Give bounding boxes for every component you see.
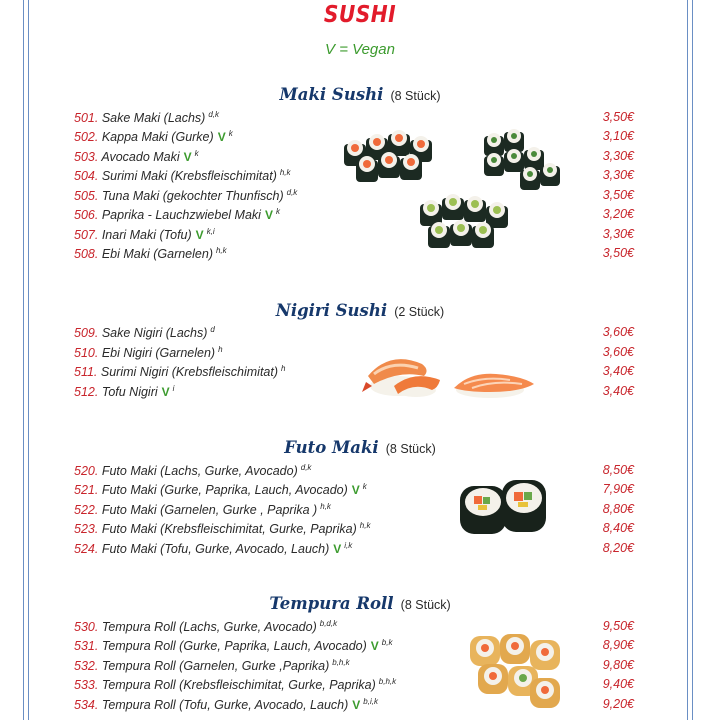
allergen-codes: h,k — [359, 521, 371, 530]
allergen-codes: k — [275, 207, 280, 216]
section-header-tempura — [0, 594, 720, 613]
item-price: 3,40€ — [602, 364, 634, 378]
item-number: 504. — [74, 169, 99, 184]
section-header-futo — [0, 438, 720, 457]
item-number: 505. — [74, 189, 99, 204]
menu-item-futo — [74, 541, 634, 560]
item-price: 9,50€ — [602, 619, 634, 633]
item-number: 511. — [74, 365, 98, 380]
item-price: 3,50€ — [602, 110, 634, 124]
maki-avocado-image — [414, 192, 516, 262]
item-name: Tofu Nigiri — [101, 385, 158, 400]
item-price: 8,20€ — [602, 541, 634, 555]
menu-item-nigiri — [74, 345, 634, 364]
vegan-legend: V = Vegan — [325, 41, 395, 58]
allergen-codes: d,k — [300, 463, 312, 472]
item-name: Tempura Roll (Tofu, Gurke, Avocado, Lauch) — [101, 698, 349, 713]
item-name: Paprika - Lauchzwiebel Maki — [101, 208, 261, 223]
item-price: 3,50€ — [602, 188, 634, 202]
item-price: 3,50€ — [602, 246, 634, 260]
item-name: Futo Maki (Krebsfleischimitat, Gurke, Paprika) — [101, 522, 357, 537]
item-name: Futo Maki (Tofu, Gurke, Avocado, Lauch) — [101, 542, 330, 557]
allergen-codes: b,d,k — [319, 619, 338, 628]
item-price: 9,20€ — [602, 697, 634, 711]
menu-item-futo — [74, 502, 634, 521]
menu-item-nigiri — [74, 364, 634, 383]
allergen-codes: h,k — [279, 168, 291, 177]
menu-item-maki — [74, 246, 634, 265]
allergen-codes: k — [228, 129, 233, 138]
allergen-codes: h,k — [215, 246, 227, 255]
item-name: Tempura Roll (Garnelen, Gurke ,Paprika) — [101, 659, 330, 674]
allergen-codes: k — [362, 482, 367, 491]
item-price: 9,40€ — [602, 677, 634, 691]
allergen-codes: b,k — [381, 638, 393, 647]
item-number: 520. — [74, 464, 99, 479]
allergen-codes: h,k — [320, 502, 331, 511]
section-header-maki — [0, 85, 720, 104]
item-number: 503. — [74, 150, 99, 165]
item-name: Ebi Nigiri (Garnelen) — [101, 346, 216, 361]
item-price: 3,30€ — [602, 149, 634, 163]
vegan-marker: V — [351, 483, 360, 498]
allergen-codes: b,h,k — [332, 658, 350, 667]
item-price: 3,40€ — [602, 384, 634, 398]
item-number: 524. — [74, 542, 99, 557]
allergen-codes: k,i — [206, 227, 215, 236]
section-title: Futo Maki — [284, 438, 379, 457]
menu-title: SUSHI — [323, 2, 397, 28]
section-piece-count: (8 Stück) — [400, 598, 451, 612]
item-number: 534. — [74, 698, 99, 713]
item-name: Tempura Roll (Lachs, Gurke, Avocado) — [101, 620, 317, 635]
allergen-codes: i,k — [344, 541, 353, 550]
item-number: 510. — [74, 346, 99, 361]
item-price: 3,30€ — [602, 168, 634, 182]
nigiri-shrimp-image — [360, 340, 444, 404]
nigiri-salmon-image — [450, 358, 538, 402]
item-name: Surimi Maki (Krebsfleischimitat) — [101, 169, 277, 184]
item-number: 530. — [74, 620, 99, 635]
item-price: 7,90€ — [602, 482, 634, 496]
allergen-codes: d — [210, 325, 215, 334]
vegan-marker: V — [352, 698, 361, 713]
vegan-marker: V — [333, 542, 342, 557]
item-price: 8,90€ — [602, 638, 634, 652]
tempura-roll-image — [464, 630, 568, 714]
item-number: 533. — [74, 678, 99, 693]
vegan-marker: V — [264, 208, 273, 223]
menu-item-futo — [74, 463, 634, 482]
item-number: 521. — [74, 483, 99, 498]
allergen-codes: d,k — [286, 188, 298, 197]
section-piece-count: (2 Stück) — [394, 305, 445, 319]
futo-maki-image — [456, 478, 550, 540]
item-number: 502. — [74, 130, 99, 145]
menu-item-nigiri — [74, 325, 634, 344]
item-price: 8,80€ — [602, 502, 634, 516]
item-name: Futo Maki (Garnelen, Gurke , Paprika ) — [101, 503, 318, 518]
allergen-codes: h — [218, 345, 223, 354]
item-price: 3,10€ — [602, 129, 634, 143]
item-name: Sake Nigiri (Lachs) — [101, 326, 208, 341]
item-price: 8,50€ — [602, 463, 634, 477]
vegan-marker: V — [195, 228, 204, 243]
item-number: 523. — [74, 522, 99, 537]
item-name: Futo Maki (Gurke, Paprika, Lauch, Avocado) — [101, 483, 348, 498]
section-title: Tempura Roll — [269, 594, 394, 613]
item-name: Ebi Maki (Garnelen) — [101, 247, 213, 262]
vegan-marker: V — [183, 150, 192, 165]
maki-salmon-image — [340, 122, 440, 190]
item-number: 509. — [74, 326, 99, 341]
item-price: 8,40€ — [602, 521, 634, 535]
item-number: 508. — [74, 247, 99, 262]
item-number: 501. — [74, 111, 99, 126]
vegan-marker: V — [161, 385, 170, 400]
item-number: 531. — [74, 639, 99, 654]
allergen-codes: h — [281, 364, 286, 373]
vegan-marker: V — [217, 130, 226, 145]
menu-item-maki — [74, 207, 634, 226]
item-name: Kappa Maki (Gurke) — [101, 130, 214, 145]
item-price: 3,60€ — [602, 345, 634, 359]
maki-cucumber-image — [478, 128, 566, 194]
menu-item-nigiri — [74, 384, 634, 403]
menu-item-futo — [74, 521, 634, 540]
item-name: Inari Maki (Tofu) — [101, 228, 192, 243]
item-name: Tempura Roll (Krebsfleischimitat, Gurke, Paprika) — [101, 678, 376, 693]
section-header-nigiri — [0, 301, 720, 320]
item-price: 3,60€ — [602, 325, 634, 339]
allergen-codes: d,k — [208, 110, 220, 119]
item-price: 9,80€ — [602, 658, 634, 672]
section-title: Nigiri Sushi — [275, 301, 388, 320]
allergen-codes: i — [172, 384, 175, 393]
allergen-codes: k — [194, 149, 199, 158]
item-number: 532. — [74, 659, 99, 674]
item-name: Surimi Nigiri (Krebsfleischimitat) — [100, 365, 279, 380]
item-price: 3,20€ — [602, 207, 634, 221]
section-piece-count: (8 Stück) — [390, 89, 441, 103]
section-title: Maki Sushi — [279, 85, 384, 104]
allergen-codes: b,h,k — [378, 677, 397, 686]
item-price: 3,30€ — [602, 227, 634, 241]
item-number: 506. — [74, 208, 99, 223]
vegan-marker: V — [370, 639, 379, 654]
allergen-codes: b,i,k — [363, 697, 378, 706]
item-name: Sake Maki (Lachs) — [101, 111, 206, 126]
item-number: 512. — [74, 385, 99, 400]
item-name: Tuna Maki (gekochter Thunfisch) — [101, 189, 284, 204]
item-number: 507. — [74, 228, 99, 243]
section-piece-count: (8 Stück) — [385, 442, 436, 456]
item-name: Futo Maki (Lachs, Gurke, Avocado) — [101, 464, 298, 479]
item-number: 522. — [74, 503, 99, 518]
item-name: Avocado Maki — [101, 150, 180, 165]
item-name: Tempura Roll (Gurke, Paprika, Lauch, Avocado) — [101, 639, 367, 654]
menu-item-futo — [74, 482, 634, 501]
menu-item-maki — [74, 227, 634, 246]
